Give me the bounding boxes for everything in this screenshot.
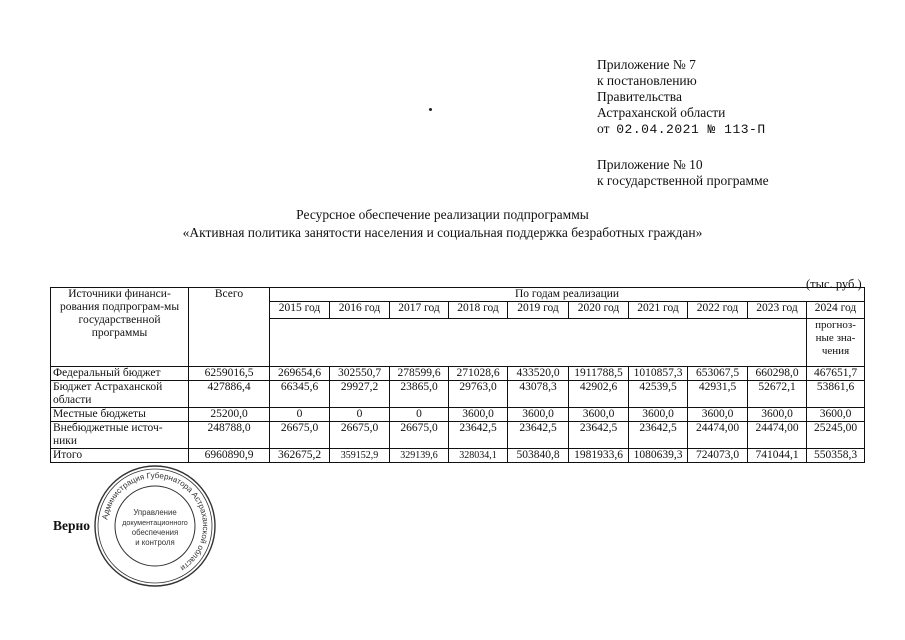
header-forecast-note: прогноз-ные зна-чения — [807, 318, 865, 366]
row-total: 248788,0 — [189, 422, 270, 449]
appendix-10-header — [597, 157, 769, 189]
table-row — [51, 381, 865, 408]
row-value: 724073,0 — [688, 449, 748, 463]
header-source: Источники финанси-рования подпрограм-мы государственной программы — [51, 288, 189, 367]
verno-label: Верно — [53, 518, 91, 533]
row-value: 29763,0 — [449, 381, 508, 408]
row-total: 6259016,5 — [189, 367, 270, 381]
row-value: 1010857,3 — [629, 367, 688, 381]
row-value: 23642,5 — [629, 422, 688, 449]
row-total: 427886,4 — [189, 381, 270, 408]
row-value: 3600,0 — [807, 408, 865, 422]
row-value: 23642,5 — [569, 422, 629, 449]
row-source: Федеральный бюджет — [51, 367, 189, 381]
row-value: 1981933,6 — [569, 449, 629, 463]
appendix-7-header — [597, 57, 766, 138]
row-value: 23865,0 — [390, 381, 449, 408]
row-value: 467651,7 — [807, 367, 865, 381]
row-value: 3600,0 — [629, 408, 688, 422]
table-row — [51, 367, 865, 381]
row-value: 23642,5 — [449, 422, 508, 449]
row-value: 66345,6 — [270, 381, 330, 408]
stamp-center-line4: и контроля — [135, 538, 175, 547]
row-value: 269654,6 — [270, 367, 330, 381]
row-value: 3600,0 — [569, 408, 629, 422]
official-stamp — [93, 464, 217, 588]
row-value: 42902,6 — [569, 381, 629, 408]
row-source: Бюджет Астраханской области — [51, 381, 189, 408]
appendix-7-line1: Приложение № 7 — [597, 57, 696, 72]
document-title-line2: «Активная политика занятости населения и социальная поддержка безработных граждан» — [182, 225, 703, 240]
row-value: 23642,5 — [508, 422, 569, 449]
stamp-center-line3: обеспечения — [131, 528, 179, 537]
row-value: 328034,1 — [449, 449, 508, 463]
row-value: 1911788,5 — [569, 367, 629, 381]
row-source: Местные бюджеты — [51, 408, 189, 422]
row-value: 0 — [270, 408, 330, 422]
row-value: 25245,00 — [807, 422, 865, 449]
row-value: 3600,0 — [748, 408, 807, 422]
row-value: 52672,1 — [748, 381, 807, 408]
header-year: 2019 год — [508, 302, 569, 319]
units-label: (тыс. руб.) — [806, 277, 862, 291]
row-value: 329139,6 — [390, 449, 449, 463]
row-value: 3600,0 — [688, 408, 748, 422]
appendix-7-line3: Правительства — [597, 89, 682, 104]
row-value: 3600,0 — [449, 408, 508, 422]
table-header-row-1 — [51, 288, 865, 302]
document-title-line1: Ресурсное обеспечение реализации подпрограммы — [296, 207, 589, 222]
header-year: 2020 год — [569, 302, 629, 319]
header-year: 2017 год — [390, 302, 449, 319]
table-row — [51, 422, 865, 449]
appendix-10-line1: Приложение № 10 — [597, 157, 703, 172]
row-source: Итого — [51, 449, 189, 463]
header-year: 2022 год — [688, 302, 748, 319]
appendix-7-line4: Астраханской области — [597, 105, 726, 120]
row-value: 3600,0 — [508, 408, 569, 422]
stamp-ring-text: Администрация Губернатора Астраханской области — [100, 470, 211, 573]
appendix-7-date-value: 02.04.2021 № 113-П — [616, 122, 766, 137]
table-row — [51, 408, 865, 422]
row-value: 362675,2 — [270, 449, 330, 463]
stamp-center-line2: документационного — [122, 518, 188, 527]
row-value: 26675,0 — [270, 422, 330, 449]
header-year: 2021 год — [629, 302, 688, 319]
row-value: 278599,6 — [390, 367, 449, 381]
row-value: 26675,0 — [390, 422, 449, 449]
header-spacer — [270, 318, 807, 366]
row-value: 359152,9 — [330, 449, 390, 463]
appendix-7-date — [597, 121, 766, 138]
row-value: 1080639,3 — [629, 449, 688, 463]
stamp-center-line1: Управление — [133, 508, 177, 517]
row-value: 653067,5 — [688, 367, 748, 381]
row-value: 24474,00 — [748, 422, 807, 449]
appendix-7-line2: к постановлению — [597, 73, 697, 88]
table-body — [51, 367, 865, 463]
row-value: 741044,1 — [748, 449, 807, 463]
header-years-group: По годам реализации — [270, 288, 865, 302]
row-value: 24474,00 — [688, 422, 748, 449]
row-value: 42539,5 — [629, 381, 688, 408]
row-total: 25200,0 — [189, 408, 270, 422]
row-value: 503840,8 — [508, 449, 569, 463]
row-value: 26675,0 — [330, 422, 390, 449]
row-value: 271028,6 — [449, 367, 508, 381]
row-value: 42931,5 — [688, 381, 748, 408]
resource-table — [50, 287, 865, 463]
row-value: 660298,0 — [748, 367, 807, 381]
table-row — [51, 449, 865, 463]
row-value: 433520,0 — [508, 367, 569, 381]
row-value: 0 — [330, 408, 390, 422]
row-value: 43078,3 — [508, 381, 569, 408]
appendix-10-line2: к государственной программе — [597, 173, 769, 188]
row-source: Внебюджетные источ-ники — [51, 422, 189, 449]
row-value: 53861,6 — [807, 381, 865, 408]
row-total: 6960890,9 — [189, 449, 270, 463]
header-year: 2015 год — [270, 302, 330, 319]
header-year: 2016 год — [330, 302, 390, 319]
header-year: 2018 год — [449, 302, 508, 319]
header-total: Всего — [189, 288, 270, 367]
appendix-7-date-prefix: от — [597, 121, 610, 136]
scan-speck — [429, 108, 432, 111]
row-value: 29927,2 — [330, 381, 390, 408]
header-year: 2023 год — [748, 302, 807, 319]
row-value: 302550,7 — [330, 367, 390, 381]
row-value: 0 — [390, 408, 449, 422]
row-value: 550358,3 — [807, 449, 865, 463]
header-year: 2024 год — [807, 302, 865, 319]
